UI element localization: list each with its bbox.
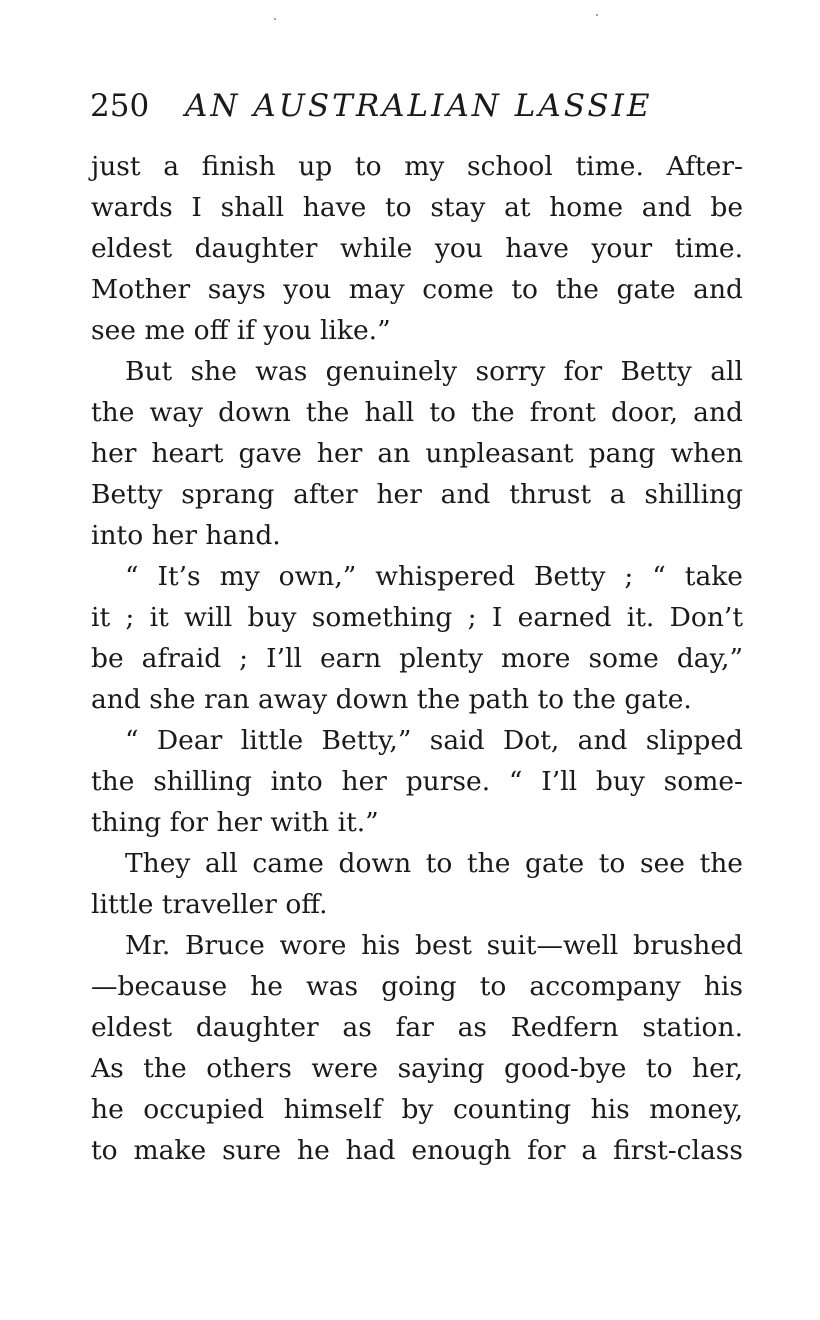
text-line: wards I shall have to stay at home and be bbox=[91, 192, 743, 223]
text-line: the way down the hall to the front door, and bbox=[91, 397, 743, 428]
paragraph bbox=[91, 146, 743, 351]
text-line: Mother says you may come to the gate and bbox=[91, 274, 743, 305]
text-line: it ; it will buy something ; I earned it. Don’t bbox=[91, 602, 743, 633]
text-line: eldest daughter as far as Redfern station. bbox=[91, 1012, 743, 1043]
scan-speck bbox=[274, 18, 276, 20]
text-line: But she was genuinely sorry for Betty all bbox=[125, 356, 743, 387]
text-line: her heart gave her an unpleasant pang when bbox=[91, 438, 743, 469]
paragraph bbox=[91, 843, 743, 925]
text-line: They all came down to the gate to see the bbox=[125, 848, 743, 879]
text-line: Betty sprang after her and thrust a shilling bbox=[91, 479, 743, 510]
paragraph bbox=[91, 556, 743, 720]
text-line: Mr. Bruce wore his best suit—well brushed bbox=[125, 930, 743, 961]
body-text bbox=[91, 146, 743, 1171]
text-line: be afraid ; I’ll earn plenty more some day,” bbox=[91, 643, 743, 674]
page-header bbox=[90, 84, 750, 128]
text-line: see me off if you like.” bbox=[91, 315, 391, 346]
paragraph bbox=[91, 720, 743, 843]
text-line: and she ran away down the path to the gate. bbox=[91, 684, 692, 715]
page-number: 250 bbox=[90, 88, 150, 124]
text-line: “ Dear little Betty,” said Dot, and slipped bbox=[125, 725, 743, 756]
running-title: AN AUSTRALIAN LASSIE bbox=[185, 88, 653, 124]
text-line: “ It’s my own,” whispered Betty ; “ take bbox=[125, 561, 743, 592]
scan-speck bbox=[596, 14, 598, 16]
text-line: —because he was going to accompany his bbox=[91, 971, 743, 1002]
text-line: just a finish up to my school time. After- bbox=[91, 151, 743, 182]
paragraph bbox=[91, 925, 743, 1171]
text-line: As the others were saying good-bye to her, bbox=[91, 1053, 743, 1084]
text-line: he occupied himself by counting his money, bbox=[91, 1094, 743, 1125]
paragraph bbox=[91, 351, 743, 556]
text-line: the shilling into her purse. “ I’ll buy some- bbox=[91, 766, 743, 797]
text-line: little traveller off. bbox=[91, 889, 328, 920]
text-line: into her hand. bbox=[91, 520, 281, 551]
text-line: eldest daughter while you have your time. bbox=[91, 233, 743, 264]
text-line: thing for her with it.” bbox=[91, 807, 379, 838]
text-line: to make sure he had enough for a first-class bbox=[91, 1135, 743, 1166]
